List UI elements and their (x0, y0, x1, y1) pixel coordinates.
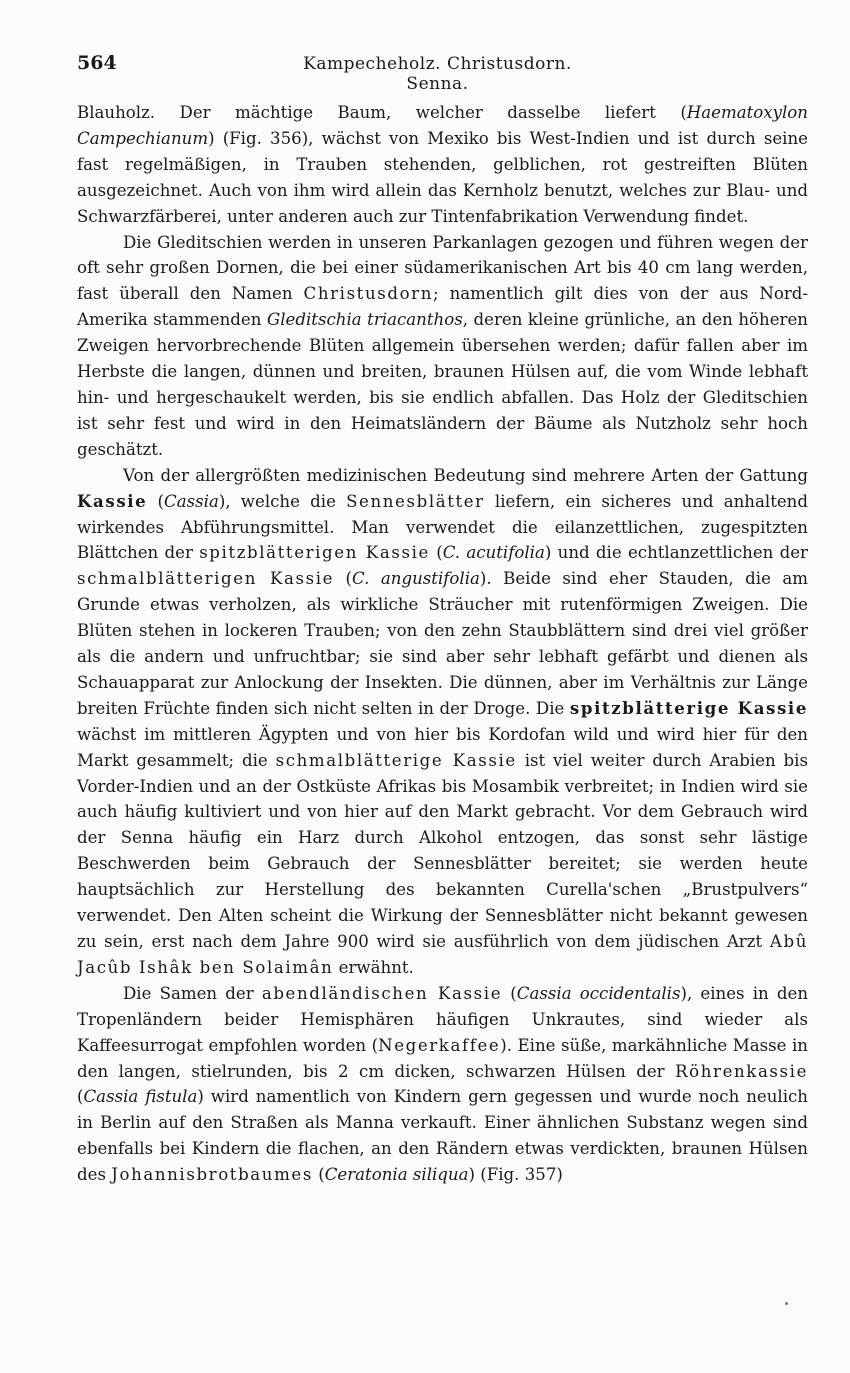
text-run: Von der allergrößten medizinischen Bedeutung sind mehrere Arten der Gattung (123, 465, 808, 485)
text-run: ( (502, 983, 517, 1003)
text-run: ( (334, 569, 353, 589)
term-negerkaffee: Negerkaffee (378, 1035, 501, 1055)
species-name: Cassia occidentalis (516, 983, 681, 1003)
paragraph-kassie (77, 463, 808, 981)
species-name: C. acutifolia (442, 543, 545, 563)
term-johannisbrotbaum: Johannisbrotbaumes (111, 1165, 313, 1185)
page-number: 564 (77, 52, 117, 74)
paragraph-blauholz (77, 100, 808, 230)
text-run: ( (312, 1165, 325, 1185)
text-run: ). Beide sind eher Stauden, die am Grunde etwas verholzen, als wirkliche Sträucher mit rutenförmigen Zweigen. Die Blüten stehen in lockeren Trauben; von den zehn Staubblättern sind drei viel größer als die andern und unfruchtbar; sie sind aber sehr lebhaft gefärbt und dienen als Schauapparat zur Anlockung der Insekten. Die dünnen, aber im Verhältnis zur Länge breiten Früchte finden sich nicht selten in der Droge. Die (77, 569, 809, 718)
page-header (77, 52, 808, 94)
text-run: ist viel weiter durch Arabien bis Vorder-Indien und an der Ostküste Afrikas bis Mosambik verbreitet; in Indien wird sie auch häufig kultiviert und von hier auf den Markt gebracht. Vor dem Gebrauch wird der Senna häufig ein Harz durch Alkohol entzogen, das sonst sehr lästige Beschwerden beim Gebrauch der Sennesblätter bereitet; sie werden heute hauptsächlich zur Herstellung des bekannten Curella'schen „Brustpulvers“ verwendet. Den Alten scheint die Wirkung der Sennesblätter nicht bekannt gewesen zu sein, erst nach dem Jahre 900 wird sie ausführlich von dem jüdischen Arzt (77, 750, 808, 951)
text-run: ), welche die (218, 491, 347, 511)
term-spitzblaetterige-kassie: spitzblätterige Kassie (569, 697, 808, 718)
body-text (77, 100, 808, 1188)
text-run: ) (Fig. 357) (468, 1165, 563, 1185)
text-run: ) und die echtlanzettlichen der (544, 543, 808, 563)
species-name: Haematoxylon Campechianum (77, 103, 808, 148)
text-run: Die Gleditschien werden in unseren Parkanlagen gezogen und führen wegen der oft sehr großen Dornen, die bei einer südamerikanischen Art bis 40 cm lang werden, fast überall den Namen (77, 232, 808, 304)
text-run: Die Samen der (123, 983, 262, 1003)
person-name: Abû Jacûb Ishâk ben Solaimân (77, 932, 808, 977)
species-name: Cassia (164, 491, 219, 511)
term-schmalblaetterige-kassie: schmalblätterige Kassie (275, 750, 517, 770)
text-run: ) wird namentlich von Kindern gern gegessen und wurde noch neulich in Berlin auf den Straßen als Manna verkauft. Einer ähnlichen Substanz wegen sind ebenfalls bei Kindern die flachen, an den Rändern etwas verdickten, braunen Hülsen des (77, 1087, 808, 1185)
species-name: Cassia fistula (83, 1087, 198, 1107)
paper-speck (785, 1302, 788, 1305)
term-sennesblaetter: Sennesblätter (346, 491, 485, 511)
text-run: , deren kleine grünliche, an den höheren Zweigen hervorbrechende Blüten allgemein übersehen werden; dafür fallen aber im Herbste die langen, dünnen und breiten, braunen Hülsen auf, die vom Winde lebhaft hin- und hergeschaukelt werden, bis sie endlich abfallen. Das Holz der Gleditschien ist sehr fest und wird in den Heimatsländern der Bäume als Nutzholz sehr hoch geschätzt. (77, 310, 808, 459)
text-run: liefern, ein sicheres und anhaltend wirkendes Abführungsmittel. Man verwendet die eilanzettlichen, zugespitzten Blättchen der (77, 491, 808, 563)
text-run: wächst im mittleren Ägypten und von hier bis Kordofan wild und wird hier für den Markt gesammelt; die (77, 724, 808, 770)
term-abendlaendische-kassie: abendländischen Kassie (261, 983, 503, 1003)
species-name: C. angustifolia (352, 569, 480, 589)
species-name: Ceratonia siliqua (324, 1165, 469, 1185)
term-spitzblaetterige-kassie: spitzblätterigen Kassie (199, 543, 430, 563)
text-run: ; namentlich gilt dies von der aus Nord-Amerika stammenden (77, 284, 808, 330)
paragraph-gleditschien (77, 230, 808, 463)
term-kassie: Kassie (77, 490, 148, 511)
text-run: ) (Fig. 356), wächst von Mexiko bis West-Indien und ist durch seine fast regelmäßigen, in Trauben stehenden, gelblichen, rot gestreiften Blüten ausgezeichnet. Auch von ihm wird allein das Kernholz benutzt, welches zur Blau- und Schwarzfärberei, unter anderen auch zur Tintenfabrikation Verwendung findet. (77, 128, 808, 226)
term-christusdorn: Christusdorn (303, 284, 433, 304)
text-run: erwähnt. (333, 957, 414, 977)
text-run: ( (77, 1087, 84, 1107)
text-run: ). Eine süße, markähnliche Masse in den langen, stielrunden, bis 2 cm dicken, schwarzen Hülsen der (77, 1035, 808, 1081)
text-run: Blauholz. Der mächtige Baum, welcher dasselbe liefert ( (77, 103, 687, 122)
term-schmalblaetterige-kassie: schmalblätterigen Kassie (77, 569, 335, 589)
text-run: ), eines in den Tropenländern beider Hemisphären häufigen Unkrautes, sind wieder als Kaffeesurrogat empfohlen worden ( (77, 983, 809, 1055)
running-head: Kampecheholz. Christusdorn. Senna. (303, 54, 572, 94)
paragraph-samen (77, 981, 808, 1188)
species-name: Gleditschia triacanthos (266, 310, 463, 330)
text-run: ( (429, 543, 443, 563)
term-roehrenkassie: Röhrenkassie (675, 1061, 808, 1081)
text-run: ( (147, 491, 165, 511)
